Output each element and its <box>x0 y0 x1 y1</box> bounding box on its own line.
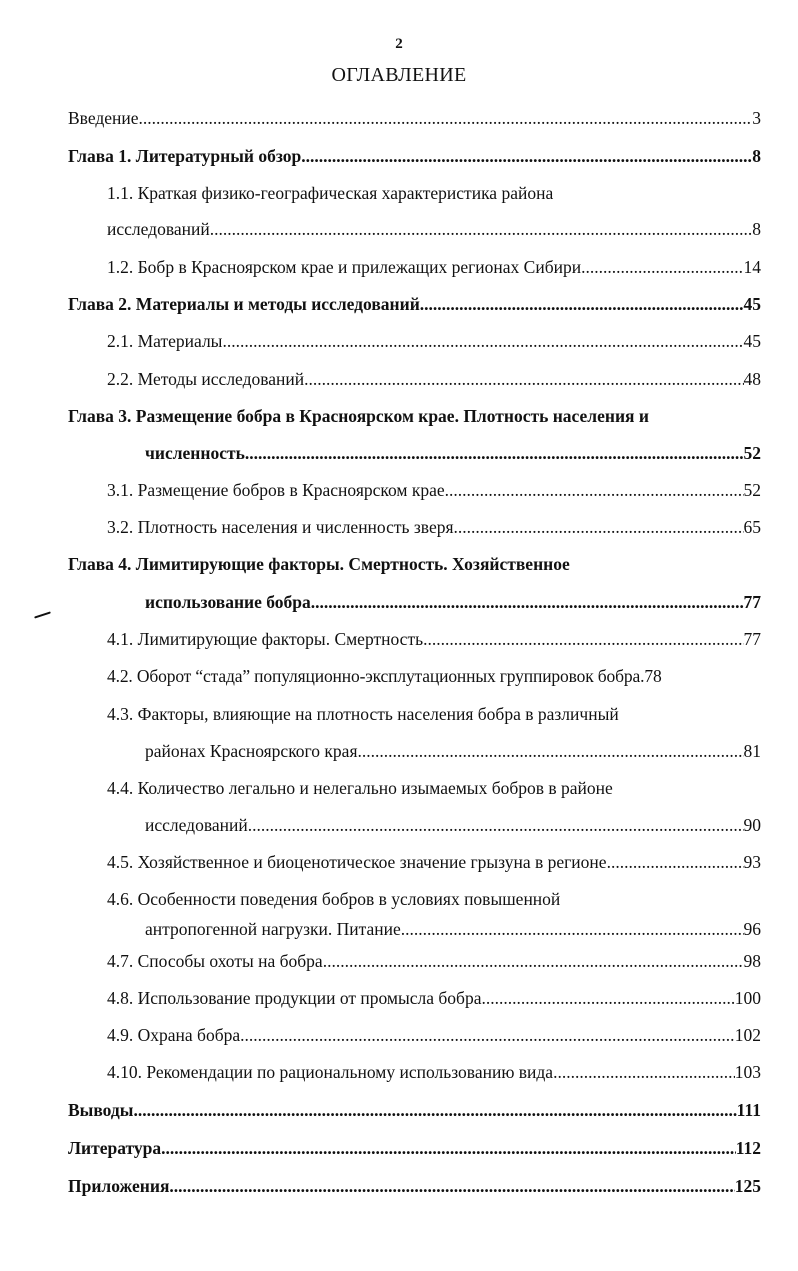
dot-leader <box>481 987 734 1009</box>
toc-entry-page: 65 <box>743 517 761 537</box>
toc-entry-appendices[interactable] <box>68 1175 761 1197</box>
toc-entry-text: 1.2. Бобр в Красноярском крае и прилежащих регионах Сибири <box>107 257 582 277</box>
toc-entry-page: 8 <box>752 146 761 166</box>
toc-entry-text: 4.9. Охрана бобра <box>107 1025 241 1045</box>
toc-entry-text: 3.1. Размещение бобров в Красноярском крае <box>107 480 445 500</box>
dot-leader <box>222 330 743 352</box>
toc-entry-4-1[interactable] <box>107 628 761 650</box>
dot-leader <box>358 740 744 762</box>
toc-entry-chapter-3-line-1[interactable]: Глава 3. Размещение бобра в Красноярском крае. Плотность населения и <box>68 406 649 426</box>
toc-entry-text: исследований <box>145 815 248 835</box>
toc-entry-conclusions[interactable] <box>68 1099 761 1121</box>
dot-leader <box>445 479 744 501</box>
margin-pen-mark <box>34 611 51 618</box>
toc-entry-4-6[interactable] <box>145 918 761 940</box>
toc-entry-text: Глава 2. Материалы и методы исследований <box>68 294 420 314</box>
dot-leader <box>301 145 752 167</box>
toc-entry-chapter-4[interactable] <box>145 591 761 613</box>
toc-entry-page: 52 <box>743 480 761 500</box>
toc-entry-page: 125 <box>734 1176 761 1196</box>
toc-entry-1-1-line-1[interactable]: 1.1. Краткая физико-географическая характеристика района <box>107 183 554 203</box>
toc-entry-4-5[interactable] <box>107 851 761 873</box>
toc-entry-page: 78 <box>644 666 662 686</box>
toc-entry-text: Приложения <box>68 1176 170 1196</box>
toc-entry-page: 102 <box>734 1025 761 1045</box>
toc-entry-4-6-line-1[interactable]: 4.6. Особенности поведения бобров в условиях повышенной <box>107 889 561 909</box>
dot-leader <box>454 516 744 538</box>
toc-entry-text: численность <box>145 443 245 463</box>
dot-leader <box>420 293 744 315</box>
toc-entry-chapter-4-line-1[interactable]: Глава 4. Лимитирующие факторы. Смертность. Хозяйственное <box>68 554 570 574</box>
toc-entry-page: 111 <box>736 1100 761 1120</box>
toc-entry-page: 93 <box>743 852 761 872</box>
toc-entry-chapter-1[interactable] <box>68 145 761 167</box>
toc-entry-4-4-line-1[interactable]: 4.4. Количество легально и нелегально изымаемых бобров в районе <box>107 778 613 798</box>
toc-entry-page: 48 <box>743 369 761 389</box>
toc-entry-4-10[interactable] <box>107 1061 761 1083</box>
toc-entry-text: использование бобра <box>145 592 311 612</box>
toc-entry-4-2[interactable] <box>107 665 761 687</box>
toc-entry-4-4[interactable] <box>145 814 761 836</box>
toc-entry-page: 98 <box>743 951 761 971</box>
dot-leader <box>581 256 743 278</box>
toc-entry-text: Литература <box>68 1138 162 1158</box>
dot-leader <box>423 628 743 650</box>
dot-leader <box>607 851 744 873</box>
dot-leader <box>139 107 753 129</box>
toc-entry-literature[interactable] <box>68 1137 761 1159</box>
toc-entry-text: 4.5. Хозяйственное и биоценотическое значение грызуна в регионе <box>107 852 607 872</box>
toc-entry-page: 112 <box>735 1138 761 1158</box>
dot-leader <box>133 1099 736 1121</box>
toc-entry-text: Глава 1. Литературный обзор <box>68 146 302 166</box>
toc-entry-page: 45 <box>743 331 761 351</box>
dot-leader <box>245 442 744 464</box>
toc-entry-page: 81 <box>743 741 761 761</box>
toc-entry-text: 4.2. Оборот “стада” популяционно-эксплутационных группировок бобра. <box>107 666 645 686</box>
toc-entry-page: 8 <box>752 219 761 239</box>
toc-entry-4-3-line-1[interactable]: 4.3. Факторы, влияющие на плотность населения бобра в различный <box>107 704 619 724</box>
toc-entry-2-2[interactable] <box>107 368 761 390</box>
toc-entry-1-2[interactable] <box>107 256 761 278</box>
page-number: 2 <box>395 36 403 52</box>
toc-entry-introduction[interactable] <box>68 107 761 129</box>
toc-entry-chapter-2[interactable] <box>68 293 761 315</box>
toc-entry-text: Введение <box>68 108 139 128</box>
toc-entry-page: 103 <box>734 1062 761 1082</box>
toc-entry-page: 45 <box>743 294 761 314</box>
toc-entry-page: 52 <box>743 443 761 463</box>
toc-entry-text: 2.1. Материалы <box>107 331 223 351</box>
toc-entry-text: Выводы <box>68 1100 134 1120</box>
dot-leader <box>401 918 744 940</box>
toc-entry-1-1[interactable] <box>107 218 761 240</box>
toc-entry-page: 77 <box>743 629 761 649</box>
dot-leader <box>210 218 753 240</box>
dot-leader <box>161 1137 736 1159</box>
dot-leader <box>553 1061 735 1083</box>
toc-entry-4-7[interactable] <box>107 950 761 972</box>
toc-entry-text: районах Красноярского края <box>145 741 358 761</box>
toc-entry-page: 3 <box>752 108 761 128</box>
toc-entry-text: исследований <box>107 219 210 239</box>
toc-entry-page: 96 <box>743 919 761 939</box>
toc-entry-page: 14 <box>743 257 761 277</box>
toc-entry-4-9[interactable] <box>107 1024 761 1046</box>
toc-entry-text: 3.2. Плотность населения и численность зверя <box>107 517 454 537</box>
toc-entry-page: 77 <box>743 592 761 612</box>
toc-entry-text: антропогенной нагрузки. Питание <box>145 919 401 939</box>
toc-entry-text: 4.10. Рекомендации по рациональному использованию вида <box>107 1062 554 1082</box>
toc-entry-4-8[interactable] <box>107 987 761 1009</box>
toc-entry-3-1[interactable] <box>107 479 761 501</box>
toc-entry-4-3[interactable] <box>145 740 761 762</box>
toc-entry-text: 4.8. Использование продукции от промысла бобра <box>107 988 482 1008</box>
dot-leader <box>304 368 743 390</box>
dot-leader <box>311 591 744 613</box>
toc-entry-text: 4.7. Способы охоты на бобра <box>107 951 323 971</box>
dot-leader <box>323 950 744 972</box>
toc-entry-chapter-3[interactable] <box>145 442 761 464</box>
dot-leader <box>169 1175 734 1197</box>
toc-entry-2-1[interactable] <box>107 330 761 352</box>
toc-entry-text: 4.1. Лимитирующие факторы. Смертность <box>107 629 424 649</box>
toc-entry-text: 2.2. Методы исследований <box>107 369 305 389</box>
dot-leader <box>240 1024 735 1046</box>
toc-entry-page: 100 <box>734 988 761 1008</box>
dot-leader <box>248 814 744 836</box>
toc-title: ОГЛАВЛЕНИЕ <box>331 64 467 86</box>
toc-entry-page: 90 <box>743 815 761 835</box>
toc-entry-3-2[interactable] <box>107 516 761 538</box>
